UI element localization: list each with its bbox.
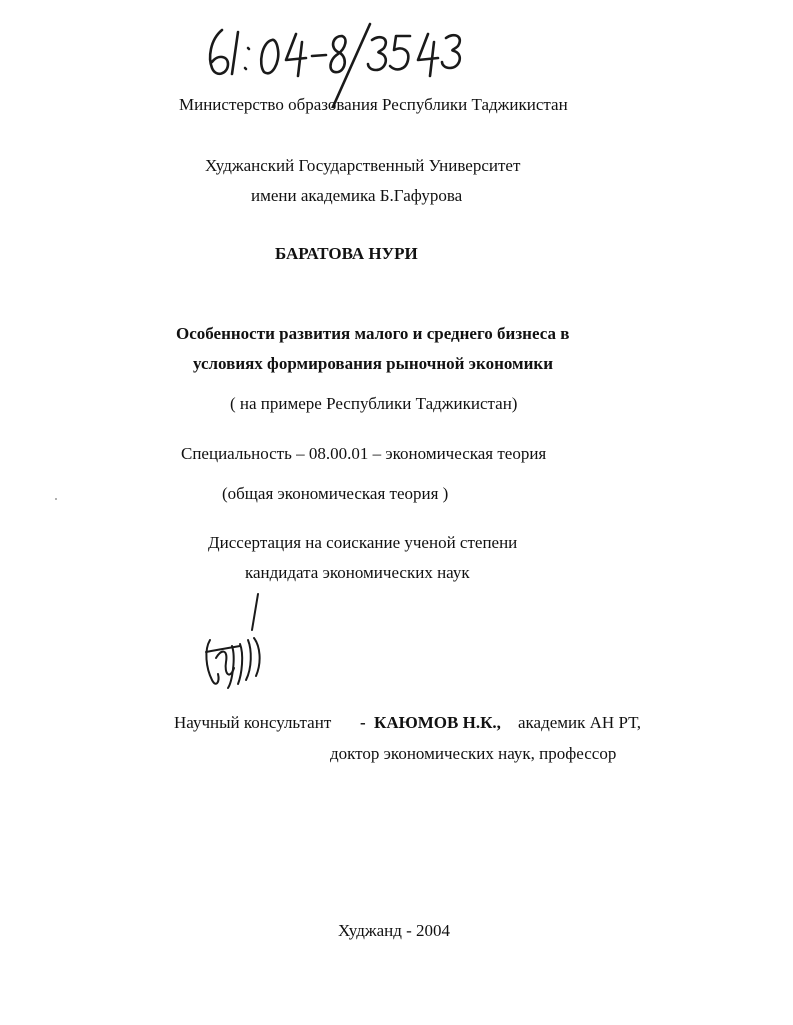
thesis-title-line-1: Особенности развития малого и среднего бизнеса в [176,324,570,343]
author-name: БАРАТОВА НУРИ [275,244,418,263]
university-name: Худжанский Государственный Университет [205,156,521,175]
ministry-name: Министерство образования Республики Таджикистан [179,95,568,114]
consultant-dash: - [360,713,366,732]
signature [196,588,276,696]
specialty-line: Специальность – 08.00.01 – экономическая теория [181,444,547,463]
specialty-detail: (общая экономическая теория ) [222,484,449,503]
thesis-title-line-2: условиях формирования рыночной экономики [193,354,554,373]
consultant-label: Научный консультант [174,713,332,732]
city-and-year: Худжанд - 2004 [338,921,451,940]
thesis-subtitle: ( на примере Республики Таджикистан) [230,394,518,413]
scan-speck [55,498,57,500]
dissertation-purpose: Диссертация на соискание ученой степени [208,533,518,552]
consultant-degree: доктор экономических наук, профессор [330,744,617,763]
consultant-rank: академик АН РТ, [518,713,642,732]
consultant-name: КАЮМОВ Н.К., [374,713,501,732]
university-named-after: имени академика Б.Гафурова [251,186,463,205]
degree-sought: кандидата экономических наук [245,563,470,582]
